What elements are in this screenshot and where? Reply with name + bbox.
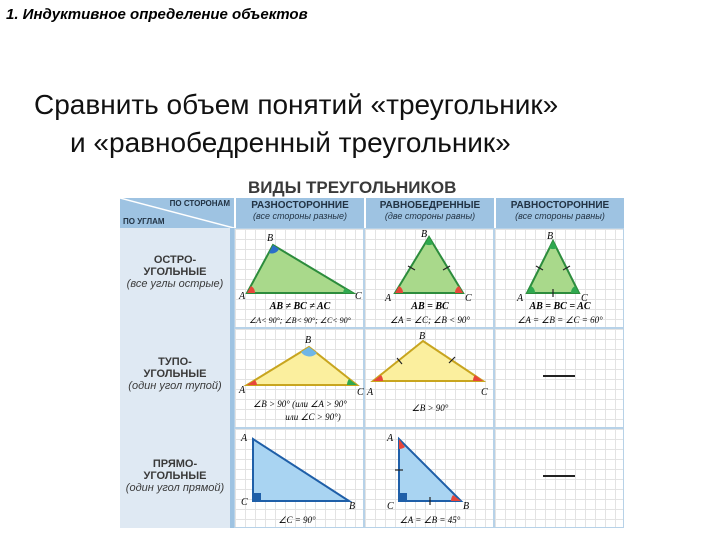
corner-label-angles: ПО УГЛАМ [123,217,165,226]
cell-right-isosceles [364,428,494,528]
column-subtitle-isosceles: (две стороны равны) [384,211,476,221]
angle-relation: ∠A< 90°; ∠B< 90°; ∠C< 90° [249,316,351,325]
triangle-types-table [120,198,624,528]
row-title-acute-2: УГОЛЬНЫЕ [143,266,207,278]
vertex-label-c: C [355,291,362,302]
row-title-right-1: ПРЯМО- [152,458,198,470]
right-isosceles-triangle [365,429,495,529]
cell-right-scalene [234,428,364,528]
cell-obtuse-scalene [234,328,364,428]
acute-scalene-triangle [235,229,365,329]
vertex-label-b: B [547,231,554,242]
vertex-label-a: A [241,433,248,444]
vertex-label-a: A [387,433,394,444]
cell-acute-isosceles [364,228,494,328]
column-subtitle-scalene: (все стороны разные) [252,211,348,221]
side-relation: AB ≠ BC ≠ AC [269,301,331,312]
angle-relation-line2: или ∠C > 90°) [285,412,341,422]
column-title-equilateral: РАВНОСТОРОННИЕ [510,200,610,211]
row-label-right [120,428,234,528]
angle-relation: ∠C = 90° [278,515,316,525]
cell-acute-equilateral [494,228,624,328]
vertex-label-b: B [267,233,274,244]
slide-heading: 1. Индуктивное определение объектов [6,6,308,23]
angle-relation: ∠B > 90° [411,403,449,413]
vertex-label-b: B [421,229,428,240]
not-possible-dash [543,475,575,477]
row-subtitle-right: (один угол прямой) [125,482,225,494]
row-subtitle-acute: (все углы острые) [126,278,224,290]
row-title-obtuse-1: ТУПО- [158,356,192,368]
task-text [34,86,558,162]
cell-obtuse-isosceles [364,328,494,428]
row-title-acute-1: ОСТРО- [153,254,197,266]
vertex-label-b: B [463,501,470,512]
angle-relation-line1: ∠B > 90° (или ∠A > 90° [253,399,347,409]
column-subtitle-equilateral: (все стороны равны) [515,211,605,221]
row-label-obtuse [120,328,234,428]
vertex-label-c: C [465,293,472,304]
side-relation: AB = BC = AC [529,301,591,312]
table-title: ВИДЫ ТРЕУГОЛЬНИКОВ [248,178,457,197]
column-header-scalene [234,198,364,228]
vertex-label-a: A [517,293,524,304]
row-label-acute [120,228,234,328]
acute-isosceles-triangle [365,229,495,329]
vertex-label-c: C [241,497,248,508]
right-scalene-triangle [235,429,365,529]
row-title-obtuse-2: УГОЛЬНЫЕ [143,368,207,380]
row-title-right-2: УГОЛЬНЫЕ [143,470,207,482]
vertex-label-b: B [305,335,312,346]
acute-equilateral-triangle [495,229,625,329]
vertex-label-a: A [385,293,392,304]
task-text-line2: и «равнобедренный треугольник» [70,127,511,158]
task-text-line1: Сравнить объем понятий «треугольник» [34,89,559,120]
not-possible-dash [543,375,575,377]
side-relation: AB = BC [411,301,449,312]
obtuse-isosceles-triangle [365,329,495,429]
vertex-label-a: A [239,385,246,396]
column-header-isosceles [364,198,494,228]
cell-obtuse-equilateral [494,328,624,428]
vertex-label-c: C [357,387,364,398]
corner-label-sides: ПО СТОРОНАМ [169,199,230,208]
cell-acute-scalene [234,228,364,328]
vertex-label-a: A [239,291,246,302]
column-title-scalene: РАЗНОСТОРОННИЕ [251,200,349,211]
table-corner-header [120,198,234,228]
vertex-label-c: C [481,387,488,398]
vertex-label-c: C [387,501,394,512]
vertex-label-b: B [419,331,426,342]
row-subtitle-obtuse: (один угол тупой) [128,380,222,392]
cell-right-equilateral [494,428,624,528]
angle-relation: ∠A = ∠C; ∠B < 90° [389,315,471,325]
obtuse-scalene-triangle [235,329,365,429]
vertex-label-a: A [367,387,374,398]
column-title-isosceles: РАВНОБЕДРЕННЫЕ [379,200,481,211]
vertex-label-c: C [581,293,588,304]
column-header-equilateral [494,198,624,228]
angle-relation: ∠A = ∠B = ∠C = 60° [517,315,603,325]
vertex-label-b: B [349,501,356,512]
angle-relation: ∠A = ∠B = 45° [399,515,461,525]
